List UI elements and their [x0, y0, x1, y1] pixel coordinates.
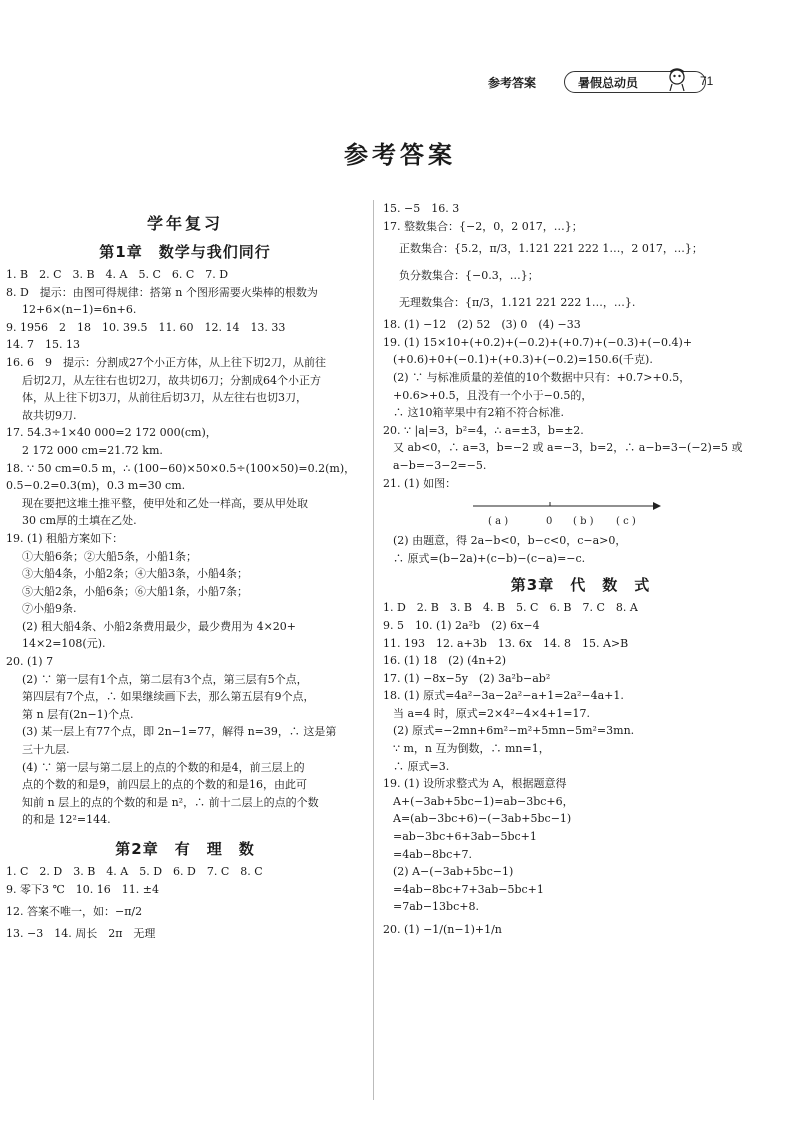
answer-line: (2) 原式=−2mn+6m²−m²+5mn−5m²=3mn.	[393, 724, 635, 738]
answer-line: 11. 193 12. a+3b 13. 6x 14. 8 15. A>B	[383, 636, 629, 650]
answer-line: (4) ∵ 第一层与第二层上的点的个数的和是4，前三层上的	[22, 760, 305, 774]
answer-line: =4ab−8bc+7.	[393, 847, 472, 861]
answer-line: 14×2=108(元).	[22, 637, 106, 651]
number-line	[383, 492, 683, 532]
answer-line: 体，从上往下切3刀，从前往后切3刀，从左往右也切3刀，	[22, 391, 307, 405]
chapter2-title: 第2章 有 理 数	[115, 840, 255, 858]
answer-line: 20. (1) −1/(n−1)+1/n	[383, 923, 502, 936]
right-column	[383, 200, 778, 943]
answer-line: 三十九层.	[22, 743, 70, 757]
answer-line: 13. −3 14. 周长 2π 无理	[6, 927, 156, 941]
answer-line: A=(ab−3bc+6)−(−3ab+5bc−1)	[393, 812, 572, 826]
answer-line: 1. D 2. B 3. B 4. B 5. C 6. B 7. C 8. A	[383, 601, 638, 615]
answer-line: a−b=−3−2=−5.	[393, 458, 487, 472]
answer-line: 2 172 000 cm=21.72 km.	[22, 443, 163, 457]
answer-line: 19. (1) 租船方案如下：	[6, 531, 124, 545]
number-line-figure	[383, 492, 778, 532]
answer-line: (2) ∵ 第一层有1个点，第二层有3个点，第三层有5个点，	[22, 672, 308, 686]
header-answer-label: 参考答案	[488, 76, 537, 90]
answer-line: (2) 租大船4条、小船2条费用最少，最少费用为 4×20+	[22, 619, 296, 633]
numberline-label-zero: 0	[546, 516, 553, 528]
answer-line: 9. 1956 2 18 10. 39.5 11. 60 12. 14 13. 33	[6, 320, 286, 334]
answer-line: ⑦小船9条.	[22, 602, 77, 616]
page-number: 71	[700, 74, 714, 88]
chapter1-title: 第1章 数学与我们同行	[99, 243, 271, 261]
chapter2-answers-continued	[383, 200, 778, 492]
answer-line: 当 a=4 时，原式=2×4²−4×4+1=17.	[393, 706, 590, 720]
numberline-label-a: ( a )	[488, 516, 509, 528]
answer-line: 18. (1) −12 (2) 52 (3) 0 (4) −33	[383, 318, 581, 332]
column-divider	[373, 200, 374, 1100]
answer-line: (2) 由题意，得 2a−b<0，b−c<0，c−a>0，	[393, 534, 627, 548]
answer-line: 负分数集合：{−0.3，…}；	[399, 269, 539, 283]
answer-line: 12. 答案不唯一，如：−π/2	[6, 905, 143, 919]
answer-line: 正数集合：{5.2，π/3，1.121 221 222 1…，2 017，…}；	[399, 242, 703, 256]
answer-line: 1. C 2. D 3. B 4. A 5. D 6. D 7. C 8. C	[6, 865, 263, 878]
answer-line: 20. (1) 7	[6, 655, 54, 669]
page-title: 参考答案	[344, 141, 456, 169]
answer-line: 第四层有7个点，∴ 如果继续画下去，那么第五层有9个点，	[22, 690, 315, 704]
answer-line: 17. 54.3÷1×40 000=2 172 000(cm)，	[6, 426, 217, 440]
answer-line: 9. 5 10. (1) 2a²b (2) 6x−4	[383, 618, 540, 632]
chapter3-title: 第3章 代 数 式	[510, 576, 651, 595]
answer-line: 14. 7 15. 13	[6, 338, 80, 352]
chapter1-answers	[6, 266, 364, 829]
answer-line: 8. D 提示：由图可得规律：搭第 n 个图形需要火柴棒的根数为	[6, 285, 318, 299]
answer-line: 点的个数的和是9，前四层上的点的个数的和是16，由此可	[22, 778, 307, 792]
answer-line: 21. (1) 如图：	[383, 476, 457, 490]
answer-line: 现在要把这堆土推平整，使甲处和乙处一样高，要从甲处取	[22, 496, 308, 510]
numberline-label-b: ( b )	[573, 516, 594, 528]
arrow-icon	[653, 502, 661, 510]
answer-line: 9. 零下3 ℃ 10. 16 11. ±4	[6, 882, 159, 896]
answer-line: 又 ab<0，∴ a=3，b=−2 或 a=−3，b=2，∴ a−b=3−(−2)=5 或	[393, 441, 743, 455]
answer-line: 19. (1) 15×10+(+0.2)+(−0.2)+(+0.7)+(−0.3)+(−0.4)+	[383, 335, 693, 349]
answer-line: 12+6×(n−1)=6n+6.	[22, 303, 137, 317]
answer-line: 30 cm厚的土填在乙处.	[22, 514, 137, 528]
answer-line: 0.5−0.2=0.3(m)，0.3 m=30 cm.	[6, 479, 186, 493]
answer-line: 18. ∵ 50 cm=0.5 m，∴ (100−60)×50×0.5÷(100×50)=0.2(m)，	[6, 461, 356, 475]
answer-line: 故共切9刀.	[22, 408, 77, 422]
answer-line: A+(−3ab+5bc−1)=ab−3bc+6，	[393, 794, 574, 808]
answer-line: 16. 6 9 提示：分割成27个小正方体，从上往下切2刀，从前往	[6, 355, 326, 369]
answer-line: 18. (1) 原式=4a²−3a−2a²−a+1=2a²−4a+1.	[383, 689, 624, 703]
answer-line: 后切2刀，从左往右也切2刀，故共切6刀；分割成64个小正方	[22, 373, 321, 387]
answer-line: 第 n 层有(2n−1)个点.	[22, 707, 134, 721]
answer-line: ③大船4条，小船2条；④大船3条，小船4条；	[22, 567, 248, 581]
mascot-icon	[662, 64, 692, 94]
answer-line: 的和是 12²=144.	[22, 813, 111, 827]
page-header	[478, 70, 740, 96]
answer-line: 19. (1) 设所求整式为 A，根据题意得	[383, 777, 567, 791]
answer-line: ①大船6条；②大船5条，小船1条；	[22, 549, 197, 563]
answer-line: 17. (1) −8x−5y (2) 3a²b−ab²	[383, 671, 551, 685]
answer-line: +0.6>+0.5，且没有一个小于−0.5的，	[393, 388, 593, 402]
answer-line: ⑤大船2条，小船6条；⑥大船1条，小船7条；	[22, 584, 248, 598]
answer-line: =ab−3bc+6+3ab−5bc+1	[393, 830, 537, 844]
chapter2-answers	[6, 863, 364, 943]
answer-line: 1. B 2. C 3. B 4. A 5. C 6. C 7. D	[6, 268, 229, 281]
answer-line: =7ab−13bc+8.	[393, 900, 479, 914]
answer-line: 16. (1) 18 (2) (4n+2)	[383, 654, 507, 668]
answer-line: ∴ 原式=(b−2a)+(c−b)−(c−a)=−c.	[393, 551, 586, 565]
answer-line: ∵ m，n 互为倒数，∴ mn=1，	[393, 742, 550, 756]
answer-line: 15. −5 16. 3	[383, 202, 460, 215]
numberline-label-c: ( c )	[616, 516, 636, 528]
answer-line: ∴ 原式=3.	[393, 759, 450, 773]
left-column	[6, 210, 364, 943]
answer-line: 17. 整数集合：{−2，0，2 017，…}；	[383, 219, 583, 233]
answer-line: (+0.6)+0+(−0.1)+(+0.3)+(−0.2)=150.6(千克).	[393, 353, 653, 367]
answer-line: (2) ∵ 与标准质量的差值的10个数据中只有：+0.7>+0.5，	[393, 370, 691, 384]
question21-solution	[383, 532, 778, 567]
answer-line: ∴ 这10箱苹果中有2箱不符合标准.	[393, 406, 564, 420]
answer-line: (3) 某一层上有77个点，即 2n−1=77，解得 n=39，∴ 这是第	[22, 725, 337, 739]
answer-line: =4ab−8bc+7+3ab−5bc+1	[393, 882, 544, 896]
answer-line: 知前 n 层上的点的个数的和是 n²，∴ 前十二层上的点的个数	[22, 795, 319, 809]
header-book-label: 暑假总动员	[578, 76, 639, 90]
answer-line: 20. ∵ |a|=3，b²=4，∴ a=±3，b=±2.	[383, 423, 584, 437]
answer-line: (2) A−(−3ab+5bc−1)	[393, 865, 514, 879]
section-title: 学年复习	[146, 214, 223, 233]
chapter3-answers	[383, 599, 778, 943]
answer-line: 无理数集合：{π/3，1.121 221 222 1…，…}.	[399, 296, 636, 310]
